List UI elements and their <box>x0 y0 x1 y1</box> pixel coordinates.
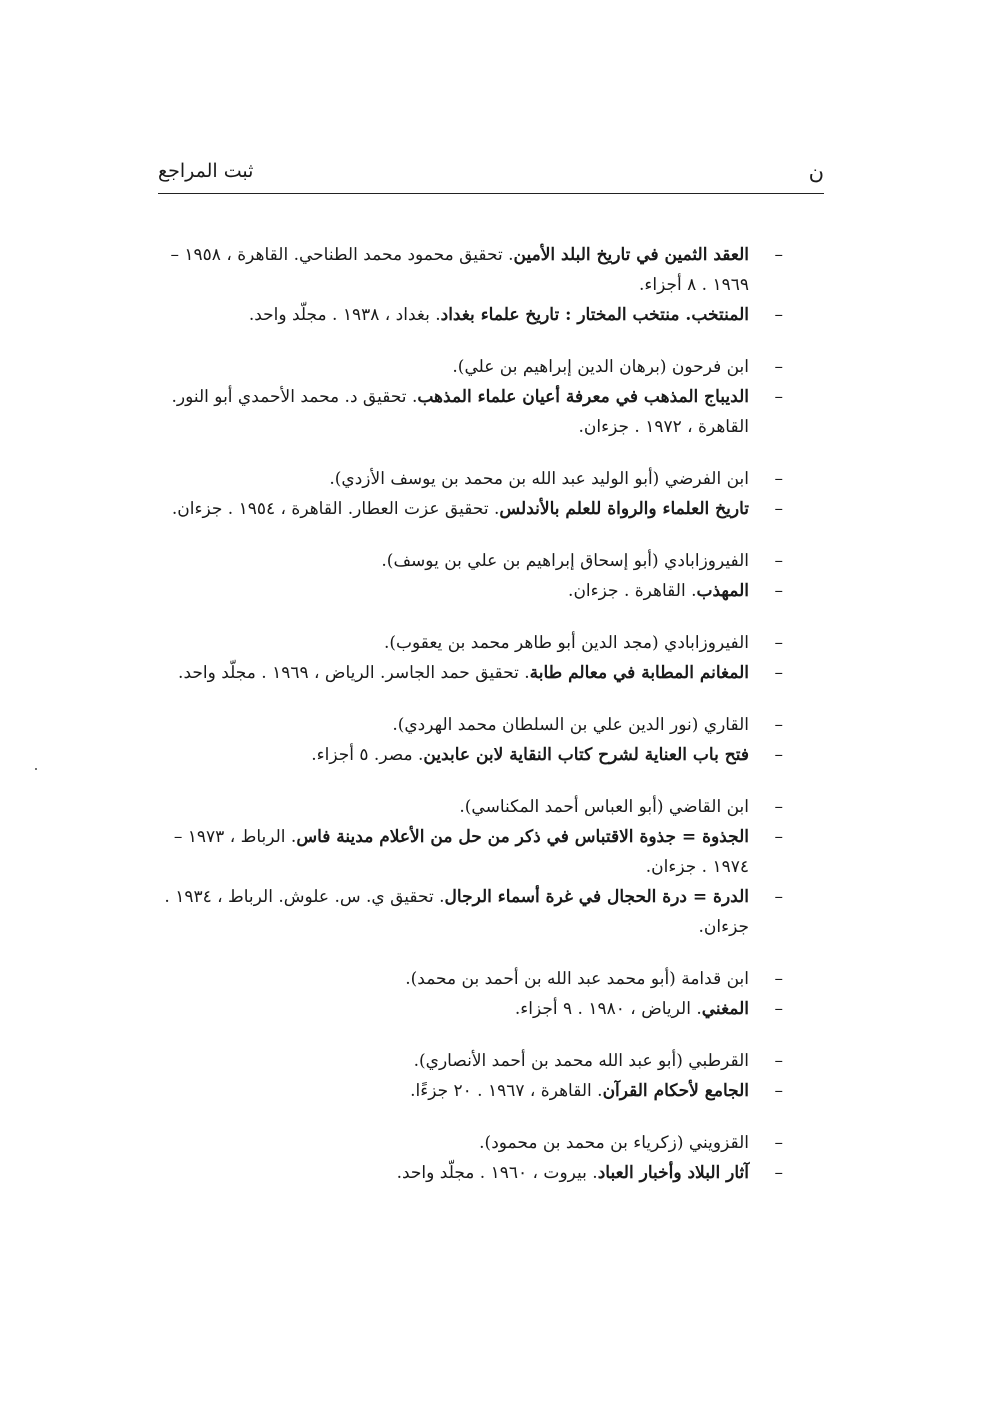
work-title: الدرة = درة الحجال في غرة أسماء الرجال <box>444 887 749 907</box>
entry-dash: – <box>774 357 783 377</box>
author-name: القاري (نور الدين علي بن السلطان محمد الهردي). <box>392 715 749 735</box>
bibliography-entry <box>158 628 783 688</box>
work-details: . تحقيق د. محمد الأحمدي أبو النور. القاهرة ، ١٩٧٢ . جزءان. <box>171 387 749 437</box>
author-line <box>158 628 819 658</box>
work-dash: – <box>774 1163 783 1183</box>
bibliography-list <box>158 240 783 1210</box>
work-line <box>158 1076 783 1106</box>
bibliography-entry <box>158 546 783 606</box>
bibliography-entry <box>158 1128 783 1188</box>
work-dash: – <box>774 387 783 407</box>
bibliography-entry <box>158 240 783 330</box>
entry-dash: – <box>774 969 783 989</box>
work-line <box>158 822 783 882</box>
work-dash: – <box>774 887 783 907</box>
author-name: الفيروزابادي (أبو إسحاق إبراهيم بن علي بن يوسف). <box>381 551 749 571</box>
entry-dash: – <box>774 797 783 817</box>
work-dash: – <box>774 245 783 265</box>
work-title: الديباج المذهب في معرفة أعيان علماء المذهب <box>417 387 749 407</box>
work-details: . بيروت ، ١٩٦٠ . مجلّد واحد. <box>396 1163 598 1183</box>
author-line <box>158 464 819 494</box>
entry-dash: – <box>774 715 783 735</box>
author-line <box>158 964 819 994</box>
author-name: القزويني (زكرياء بن محمد بن محمود). <box>479 1133 749 1153</box>
bibliography-entry <box>158 792 783 942</box>
work-dash: – <box>774 1081 783 1101</box>
work-dash: – <box>774 663 783 683</box>
work-title: المنتخب. منتخب المختار : تاريخ علماء بغداد <box>440 305 749 325</box>
work-title: المغني <box>701 999 749 1019</box>
work-details: . تحقيق محمود محمد الطناحي. القاهرة ، ١٩٥٨ – ١٩٦٩ . ٨ أجزاء. <box>170 245 749 295</box>
work-line <box>158 740 783 770</box>
work-line <box>158 382 783 442</box>
work-line <box>158 658 783 688</box>
work-dash: – <box>774 999 783 1019</box>
work-title: الجامع لأحكام القرآن <box>602 1081 749 1101</box>
work-details: . القاهرة . جزءان. <box>568 581 697 601</box>
work-details: . تحقيق ي. س. علوش. الرباط ، ١٩٣٤ . جزءان. <box>164 887 749 937</box>
author-line <box>158 1128 819 1158</box>
entry-dash: – <box>774 1133 783 1153</box>
author-name: ابن فرحون (برهان الدين إبراهيم بن علي). <box>452 357 749 377</box>
author-name: الفيروزابادي (مجد الدين أبو طاهر محمد بن يعقوب). <box>383 633 749 653</box>
header-rule <box>158 193 824 194</box>
work-details: . الرياض ، ١٩٨٠ . ٩ أجزاء. <box>514 999 702 1019</box>
author-line <box>158 710 819 740</box>
work-details: . الرباط ، ١٩٧٣ – ١٩٧٤ . جزءان. <box>173 827 749 877</box>
work-title: آثار البلاد وأخبار العباد <box>597 1163 749 1183</box>
entry-dash: – <box>774 469 783 489</box>
work-details: . تحقيق عزت العطار. القاهرة ، ١٩٥٤ . جزءان. <box>171 499 500 519</box>
page-header <box>158 160 824 186</box>
work-dash: – <box>774 499 783 519</box>
margin-mark <box>35 768 37 770</box>
author-name: ابن الفرضي (أبو الوليد عبد الله بن محمد بن يوسف الأزدي). <box>329 469 749 489</box>
author-name: القرطبي (أبو عبد الله محمد بن أحمد الأنصاري). <box>413 1051 749 1071</box>
work-title: العقد الثمين في تاريخ البلد الأمين <box>513 245 749 265</box>
work-title: الجذوة = جذوة الاقتباس في ذكر من حل من الأعلام مدينة فاس <box>296 827 749 847</box>
author-name: ابن قدامة (أبو محمد عبد الله بن أحمد بن محمد). <box>405 969 749 989</box>
bibliography-entry <box>158 464 783 524</box>
work-dash: – <box>774 827 783 847</box>
work-line <box>158 1158 783 1188</box>
work-details: . القاهرة ، ١٩٦٧ . ٢٠ جزءًا. <box>410 1081 603 1101</box>
work-line <box>158 994 783 1024</box>
work-dash: – <box>774 581 783 601</box>
work-details: . مصر. ٥ أجزاء. <box>311 745 424 765</box>
author-line <box>158 546 819 576</box>
work-title: فتح باب العناية لشرح كتاب النقاية لابن عابدين <box>423 745 749 765</box>
work-line <box>158 494 783 524</box>
entry-dash: – <box>774 633 783 653</box>
work-line <box>158 240 783 300</box>
work-details: . تحقيق حمد الجاسر. الرياض ، ١٩٦٩ . مجلّد واحد. <box>178 663 530 683</box>
entry-dash: – <box>774 1051 783 1071</box>
work-line <box>158 300 783 330</box>
work-title: المغانم المطابة في معالم طابة <box>529 663 749 683</box>
bibliography-entry <box>158 352 783 442</box>
running-title: ثبت المراجع <box>158 160 254 182</box>
work-title: المهذب <box>696 581 749 601</box>
work-details: . بغداد ، ١٩٣٨ . مجلّد واحد. <box>248 305 441 325</box>
work-dash: – <box>774 305 783 325</box>
author-line <box>158 792 819 822</box>
entry-dash: – <box>774 551 783 571</box>
work-dash: – <box>774 745 783 765</box>
bibliography-entry <box>158 1046 783 1106</box>
author-name: ابن القاضي (أبو العباس أحمد المكناسي). <box>459 797 749 817</box>
bibliography-entry <box>158 964 783 1024</box>
work-line <box>158 882 783 942</box>
work-line <box>158 576 783 606</box>
page-number: ن <box>808 160 824 184</box>
bibliography-entry <box>158 710 783 770</box>
author-line <box>158 1046 819 1076</box>
work-title: تاريخ العلماء والرواة للعلم بالأندلس <box>499 499 749 519</box>
author-line <box>158 352 819 382</box>
